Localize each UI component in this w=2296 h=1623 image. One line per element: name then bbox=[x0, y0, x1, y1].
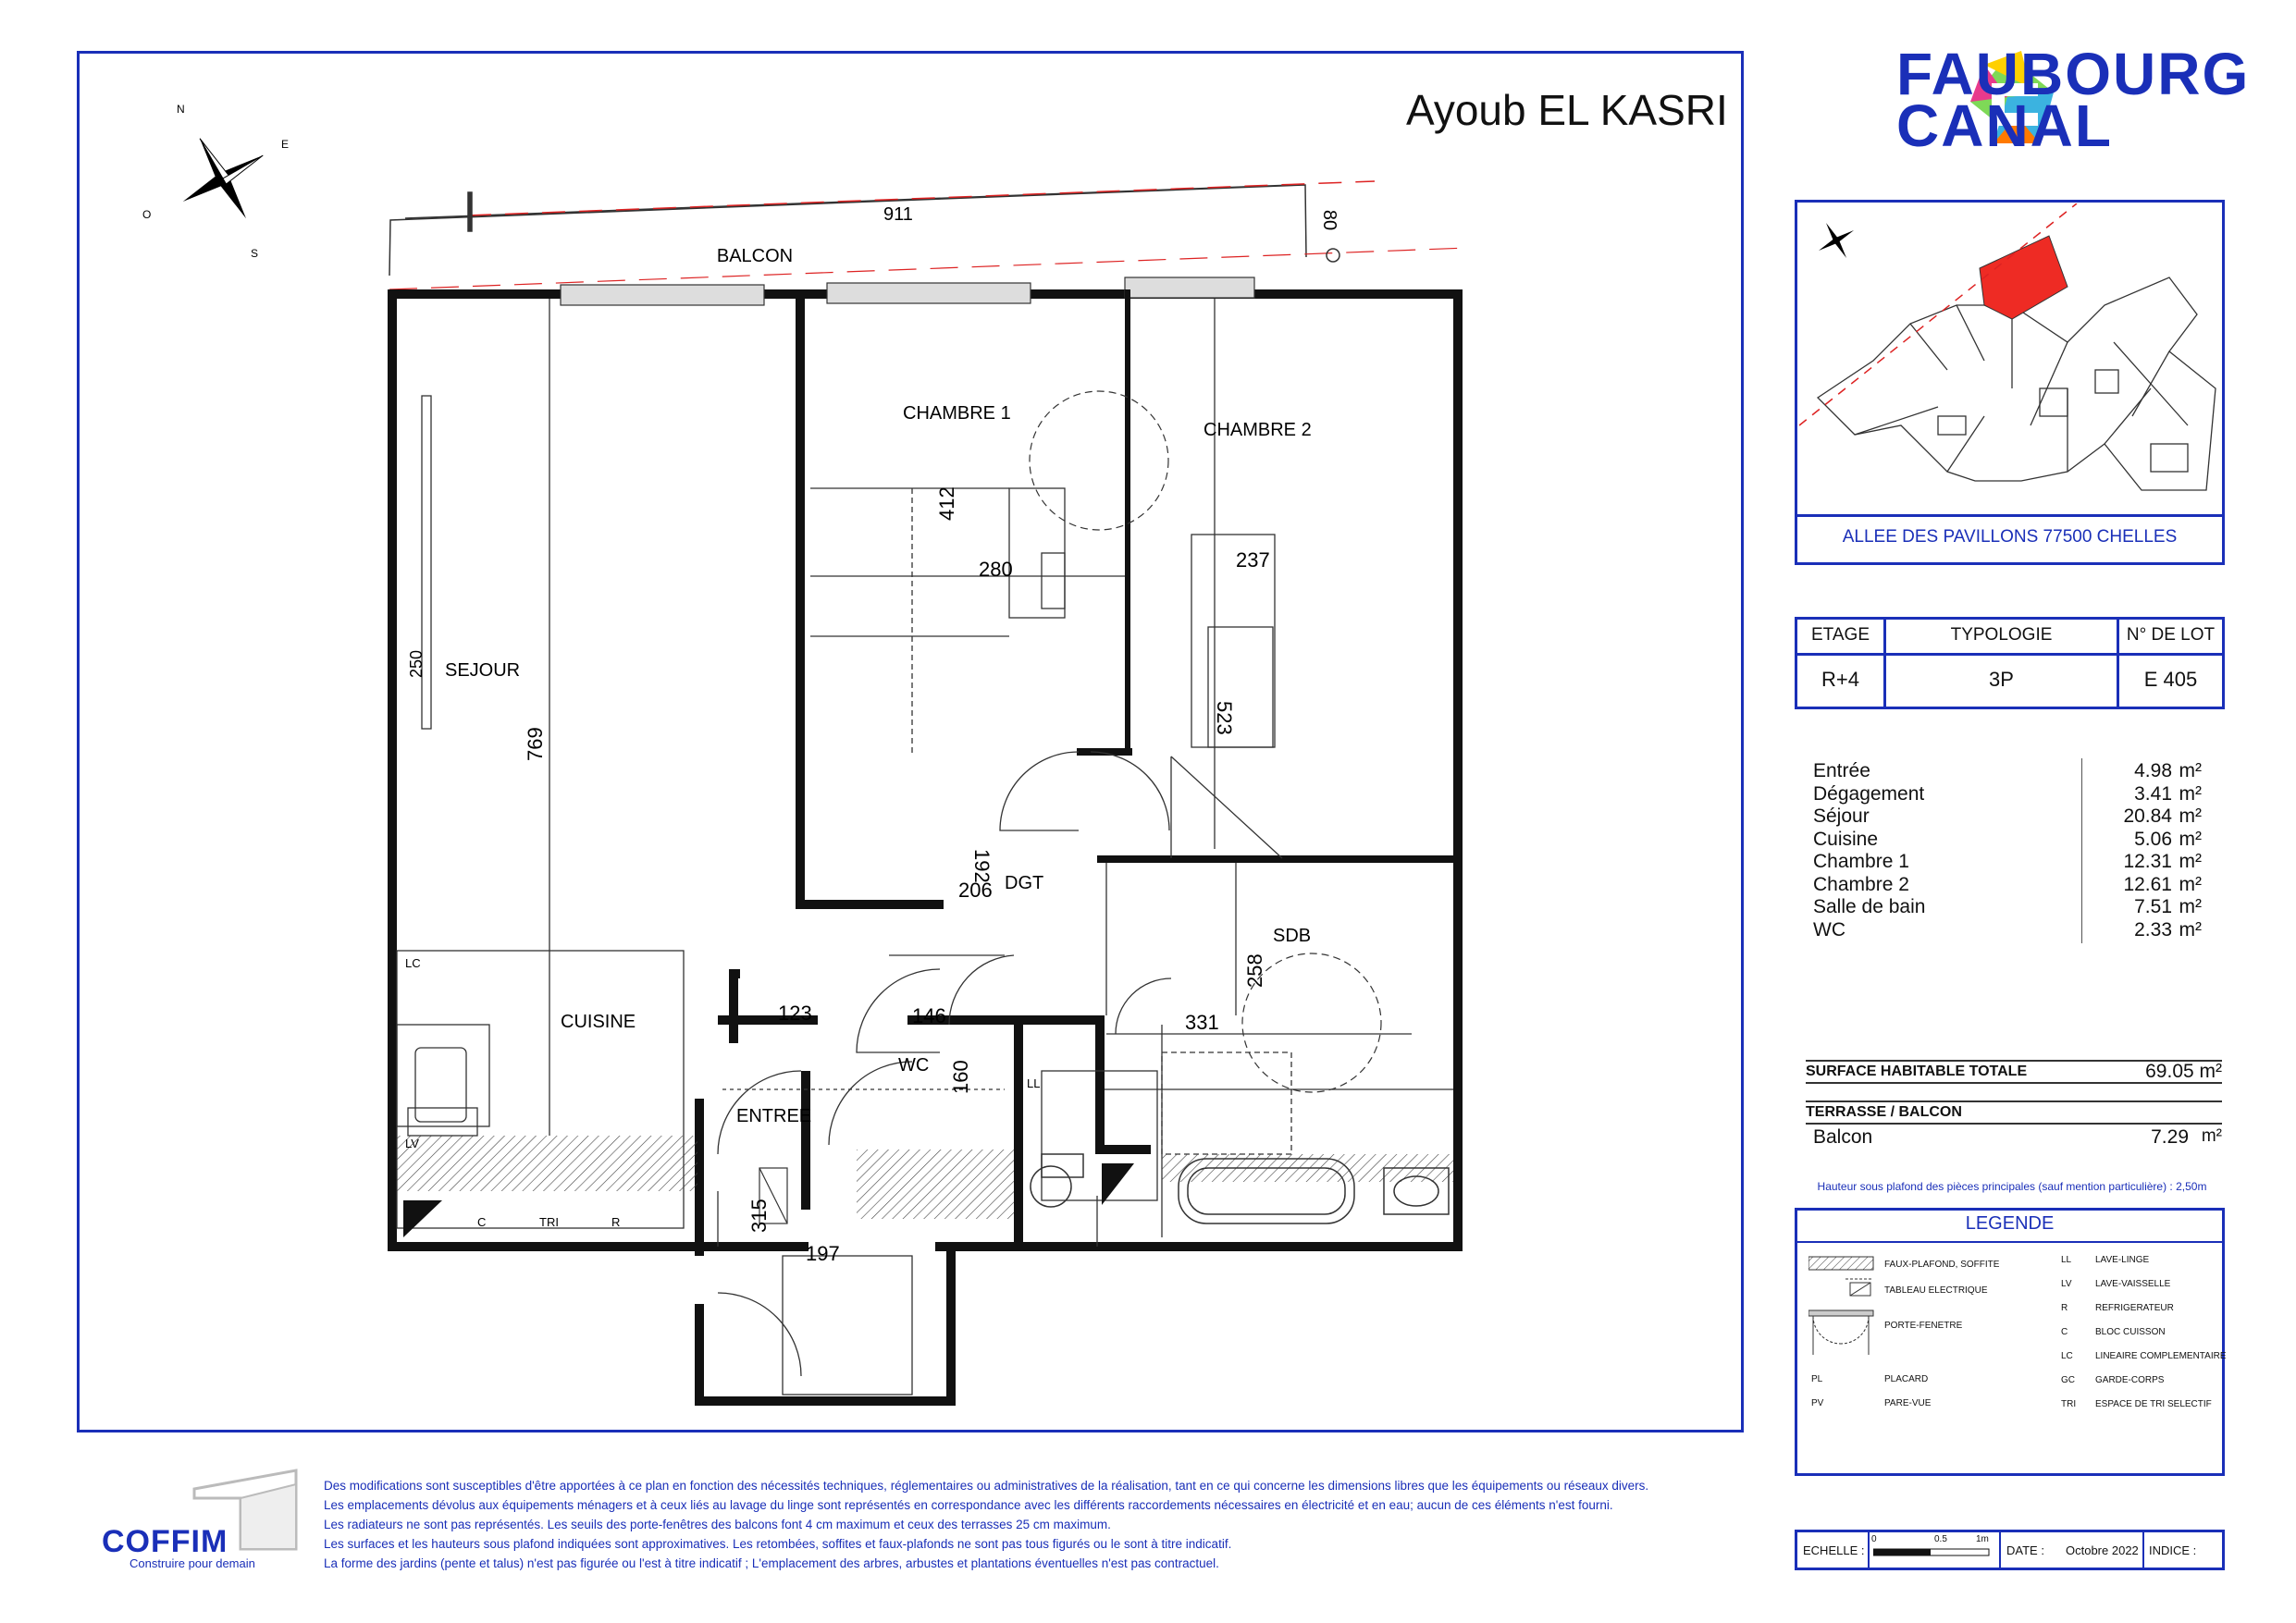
area-unit: m² bbox=[2179, 782, 2202, 805]
electric-panel-legend-icon bbox=[1845, 1279, 1873, 1296]
area-value: 7.51 bbox=[2134, 896, 2172, 917]
dim-206: 206 bbox=[958, 879, 993, 902]
legend-code-gc: GC bbox=[2061, 1375, 2075, 1385]
legend-label-r: REFRIGERATEUR bbox=[2095, 1303, 2174, 1313]
dim-192: 192 bbox=[970, 849, 994, 883]
dim-412: 412 bbox=[935, 486, 958, 521]
dim-197: 197 bbox=[806, 1242, 840, 1265]
area-name: Séjour bbox=[1813, 805, 1870, 827]
dim-331: 331 bbox=[1185, 1011, 1219, 1034]
date-label: DATE : bbox=[2006, 1543, 2044, 1557]
scale-05: 0.5 bbox=[1934, 1534, 1947, 1544]
legend-label-pl: PLACARD bbox=[1884, 1374, 1929, 1384]
legend-tableau: TABLEAU ELECTRIQUE bbox=[1884, 1285, 1988, 1296]
legend-symbols bbox=[1808, 1253, 1882, 1373]
header-etage: ETAGE bbox=[1811, 625, 1870, 645]
code-tri: TRI bbox=[539, 1215, 559, 1229]
area-unit: m² bbox=[2179, 805, 2202, 827]
table-divider bbox=[1797, 653, 2222, 656]
dim-769: 769 bbox=[524, 727, 547, 761]
room-chambre2: CHAMBRE 2 bbox=[1204, 420, 1312, 440]
area-value: 2.33 bbox=[2134, 918, 2172, 941]
ceiling-height-note: Hauteur sous plafond des pièces principales (sauf mention particulière) : 2,50m bbox=[1817, 1180, 2207, 1193]
area-value: 4.98 bbox=[2134, 760, 2172, 781]
scale-0: 0 bbox=[1871, 1534, 1877, 1544]
value-lot: E 405 bbox=[2143, 668, 2198, 691]
dim-523: 523 bbox=[1213, 701, 1236, 735]
area-value: 12.31 bbox=[2123, 851, 2172, 872]
legend-code-pv: PV bbox=[1811, 1398, 1824, 1408]
legend-code-r: R bbox=[2061, 1303, 2068, 1313]
site-plan-map bbox=[1799, 203, 2220, 513]
area-row bbox=[1813, 783, 2202, 806]
area-list bbox=[1813, 760, 2202, 941]
dim-280: 280 bbox=[979, 558, 1013, 581]
coffim-tagline: Construire pour demain bbox=[130, 1556, 255, 1570]
scale-1m: 1m bbox=[1976, 1534, 1989, 1544]
legend-title: LEGENDE bbox=[1965, 1213, 2055, 1234]
title-block-divider bbox=[2142, 1532, 2144, 1568]
site-plan-divider bbox=[1797, 514, 2222, 517]
legend-code-lv: LV bbox=[2061, 1279, 2072, 1289]
legend-code-lc: LC bbox=[2061, 1351, 2073, 1361]
room-entree: ENTREE bbox=[736, 1106, 812, 1126]
compass-icon bbox=[160, 116, 290, 242]
legend-porte-fenetre: PORTE-FENETRE bbox=[1884, 1321, 1963, 1331]
value-typologie: 3P bbox=[1989, 668, 2014, 691]
total-surface-row bbox=[1806, 1060, 2222, 1084]
balcon-value: 7.29 bbox=[2151, 1126, 2189, 1148]
legend-label-gc: GARDE-CORPS bbox=[2095, 1375, 2165, 1385]
area-value: 12.61 bbox=[2123, 873, 2172, 895]
brand-line2: CANAL bbox=[1896, 92, 2113, 159]
legend-faux-plafond: FAUX-PLAFOND, SOFFITE bbox=[1884, 1260, 2000, 1270]
area-unit: m² bbox=[2179, 851, 2202, 872]
terrasse-row bbox=[1806, 1100, 2222, 1125]
footnote-line: Les emplacements dévolus aux équipements ménagers et à ceux liés au lavage du linge sont représentés en correspondance avec les différents raccordements nécessaires en électricité et en eau; aucun de ces éléments n'est fourni. bbox=[324, 1498, 1613, 1512]
legend-label-ll: LAVE-LINGE bbox=[2095, 1255, 2150, 1265]
header-typologie: TYPOLOGIE bbox=[1950, 625, 2053, 645]
footnote-line: La forme des jardins (pente et talus) n'est pas figurée ou l'est à titre indicatif ; L'emplacement des arbres, arbustes et plantations éventuelles n'est pas contractuel. bbox=[324, 1556, 1219, 1570]
brand-name bbox=[1896, 41, 2251, 159]
bathtub-icon bbox=[1179, 1159, 1354, 1223]
area-row bbox=[1813, 829, 2202, 852]
area-name: Salle de bain bbox=[1813, 896, 1926, 917]
area-unit: m² bbox=[2179, 873, 2202, 895]
lot-info-table bbox=[1795, 617, 2225, 709]
compass-s: S bbox=[251, 247, 259, 260]
balcon-area-row bbox=[1813, 1123, 2222, 1149]
area-unit: m² bbox=[2179, 828, 2202, 850]
room-sejour: SEJOUR bbox=[445, 660, 521, 681]
balcon-name: Balcon bbox=[1813, 1126, 1873, 1148]
room-chambre1: CHAMBRE 1 bbox=[903, 403, 1011, 424]
title-block bbox=[1795, 1530, 2225, 1570]
room-wc: WC bbox=[898, 1055, 930, 1076]
title-block-divider bbox=[1999, 1532, 2001, 1568]
code-lv: LV bbox=[405, 1137, 419, 1150]
toilet-icon bbox=[1031, 1154, 1083, 1207]
title-block-divider bbox=[1868, 1532, 1870, 1568]
dim-160: 160 bbox=[949, 1060, 972, 1094]
dim-146: 146 bbox=[912, 1004, 946, 1027]
legend-label-lc: LINEAIRE COMPLEMENTAIRE bbox=[2095, 1351, 2227, 1361]
code-ll: LL bbox=[1027, 1076, 1041, 1090]
balcony bbox=[389, 181, 1467, 289]
area-unit: m² bbox=[2179, 896, 2202, 917]
area-row bbox=[1813, 805, 2202, 829]
area-value: 20.84 bbox=[2123, 805, 2172, 827]
coffim-name: COFFIM bbox=[102, 1524, 228, 1559]
balcon-unit: m² bbox=[2201, 1126, 2222, 1146]
dim-123: 123 bbox=[778, 1002, 812, 1025]
room-balcon: BALCON bbox=[716, 246, 794, 266]
area-name: Cuisine bbox=[1813, 828, 1879, 850]
area-value: 3.41 bbox=[2134, 782, 2172, 805]
legend-label-lv: LAVE-VAISSELLE bbox=[2095, 1279, 2171, 1289]
indice-label: INDICE : bbox=[2149, 1543, 2197, 1557]
legend-code-tri: TRI bbox=[2061, 1399, 2077, 1409]
area-name: Chambre 1 bbox=[1813, 851, 1909, 872]
area-unit: m² bbox=[2179, 918, 2202, 941]
area-name: Dégagement bbox=[1813, 782, 1925, 805]
exterior-walls bbox=[388, 289, 1463, 1406]
code-lc: LC bbox=[405, 956, 421, 970]
total-value: 69.05 m² bbox=[2145, 1061, 2222, 1082]
legal-footnote bbox=[324, 1476, 1758, 1573]
area-name: Entrée bbox=[1813, 760, 1870, 781]
room-sdb: SDB bbox=[1273, 926, 1312, 946]
code-c: C bbox=[477, 1215, 487, 1229]
footnote-line: Les radiateurs ne sont pas représentés. Les seuils des porte-fenêtres des balcons font 4 cm maximum et ceux des terrasses 25 cm maximum. bbox=[324, 1518, 1111, 1531]
legend-label-tri: ESPACE DE TRI SELECTIF bbox=[2095, 1399, 2212, 1409]
area-row bbox=[1813, 760, 2202, 783]
mini-compass-icon bbox=[1808, 213, 1864, 268]
kitchen-sink-icon bbox=[408, 1048, 477, 1136]
header-lot: N° DE LOT bbox=[2126, 625, 2216, 645]
french-window-legend-icon bbox=[1808, 1310, 1873, 1355]
legend-code-ll: LL bbox=[2061, 1255, 2072, 1265]
room-dgt: DGT bbox=[1005, 873, 1044, 893]
area-name: Chambre 2 bbox=[1813, 873, 1909, 895]
area-row bbox=[1813, 919, 2202, 942]
dim-911: 911 bbox=[883, 204, 913, 225]
legend-code-c: C bbox=[2061, 1327, 2068, 1337]
interior-walls bbox=[718, 289, 1462, 1247]
footnote-line: Des modifications sont susceptibles d'être apportées à ce plan en fonction des nécessités techniques, réglementaires ou administratives de la réalisation, tant en ce qui concerne les dimensions libres que les équipements ou réseaux divers. bbox=[324, 1479, 1649, 1493]
dim-315: 315 bbox=[747, 1199, 771, 1233]
legend-divider bbox=[1797, 1241, 2222, 1243]
floor-plan bbox=[80, 54, 1740, 1430]
compass-n: N bbox=[177, 103, 185, 116]
code-r: R bbox=[611, 1215, 621, 1229]
compass-e: E bbox=[281, 138, 290, 151]
legend-label-c: BLOC CUISSON bbox=[2095, 1327, 2166, 1337]
date-value: Octobre 2022 bbox=[2066, 1543, 2139, 1557]
dim-258: 258 bbox=[1243, 953, 1266, 988]
area-value: 5.06 bbox=[2134, 828, 2172, 850]
compass-o: O bbox=[142, 208, 152, 221]
footnote-line: Les surfaces et les hauteurs sous plafond indiquées sont approximatives. Les retombées, soffites et faux-plafonds ne sont pas tous figurés ou le sont à titre indicatif. bbox=[324, 1537, 1232, 1551]
area-name: WC bbox=[1813, 918, 1845, 941]
scale-bar-icon bbox=[1873, 1547, 1994, 1558]
legend-code-pl: PL bbox=[1811, 1374, 1823, 1384]
interior-lines bbox=[397, 299, 1453, 1395]
dim-250: 250 bbox=[407, 649, 426, 678]
value-etage: R+4 bbox=[1821, 668, 1859, 691]
dim-80: 80 bbox=[1319, 209, 1339, 231]
terrasse-label: TERRASSE / BALCON bbox=[1806, 1104, 1962, 1120]
area-unit: m² bbox=[2179, 760, 2202, 781]
owner-name: Ayoub EL KASRI bbox=[1406, 86, 1728, 134]
legend-label-pv: PARE-VUE bbox=[1884, 1398, 1932, 1408]
echelle-label: ECHELLE : bbox=[1803, 1543, 1865, 1557]
area-row bbox=[1813, 874, 2202, 897]
brand-line1: FAUBOURG bbox=[1896, 41, 2251, 107]
windows bbox=[561, 277, 1254, 305]
total-label: SURFACE HABITABLE TOTALE bbox=[1806, 1064, 2028, 1079]
turning-circles bbox=[1030, 391, 1381, 1092]
room-cuisine: CUISINE bbox=[561, 1012, 636, 1032]
address: ALLEE DES PAVILLONS 77500 CHELLES bbox=[1842, 527, 2178, 547]
faux-plafond-areas bbox=[397, 1136, 1453, 1219]
area-row bbox=[1813, 851, 2202, 874]
dim-237: 237 bbox=[1236, 548, 1270, 572]
area-row bbox=[1813, 896, 2202, 919]
